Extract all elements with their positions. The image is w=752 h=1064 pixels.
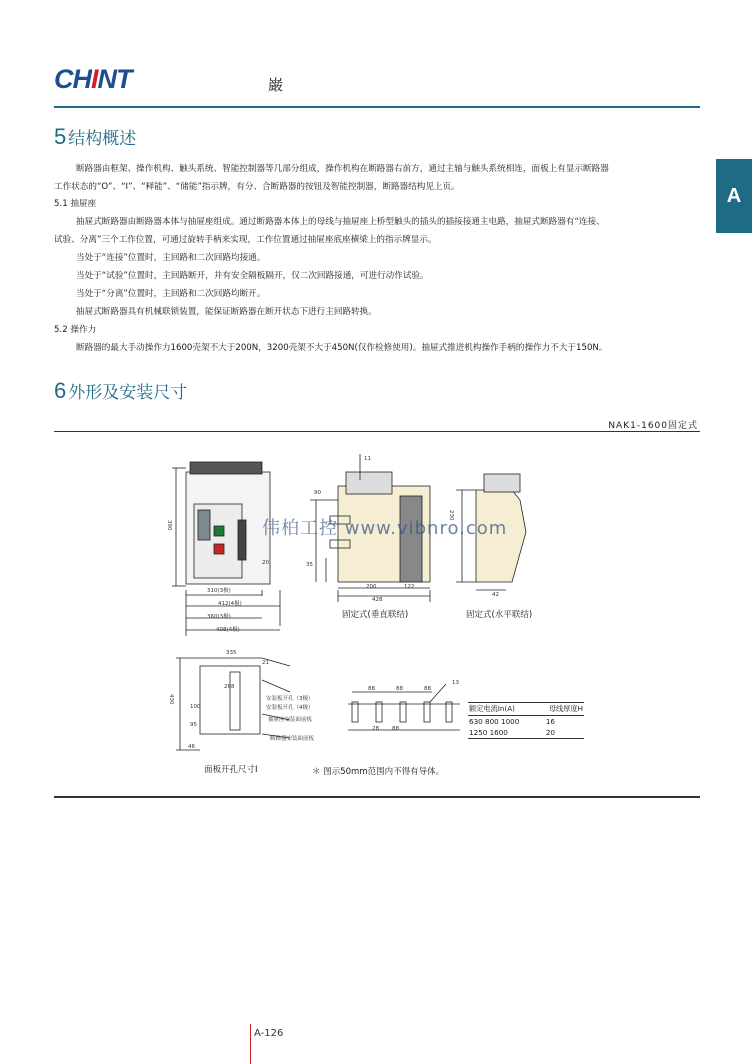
table-row <box>468 727 584 739</box>
panel-dim-label: 430 <box>168 694 174 705</box>
subsection-heading: 5.2 操作力 <box>54 325 97 335</box>
side-dim-label: 42 <box>492 592 499 598</box>
side-dim-label: 35 <box>306 562 313 568</box>
subsection-heading: 5.1 抽屉座 <box>54 199 97 209</box>
front-dim-label: 310(3极) <box>207 588 231 594</box>
table-header-row <box>468 702 584 716</box>
busbar-dim-label: 88 <box>392 726 399 732</box>
table-header-cell: 额定电流In(A) <box>469 704 515 713</box>
busbar-dim-label: 88 <box>368 686 375 692</box>
watermark: 伟柏工控 www.vibnro.com <box>262 518 508 539</box>
front-dim-label: 390 <box>166 520 172 531</box>
panel-dim-label: 46 <box>188 744 195 750</box>
side-dim-label: 90 <box>314 490 321 496</box>
section-5-title: 5 结构概述 <box>54 124 137 149</box>
side-dim-label: 200 <box>366 584 377 590</box>
busbar-layout-drawing <box>348 684 460 730</box>
page-number-rule <box>250 1024 251 1064</box>
table-row <box>468 716 584 727</box>
table-header-cell: 母线厚度H <box>548 704 583 713</box>
table-cell: 630 800 1000 <box>469 717 520 726</box>
front-dim-label: 412(4极) <box>218 601 242 607</box>
header-rule <box>54 106 700 108</box>
paragraph-line: 断路器由框架、操作机构、触头系统、智能控制器等几部分组成，操作机构在断路器右前方，通过主轴与触头系统相连，面板上有显示断路器 <box>76 164 609 174</box>
panel-dim-label: 268 <box>224 684 235 690</box>
paragraph-line: 断路器的最大手动操作力1600壳架不大于200N，3200壳架不大于450N(仅作检修使用)。抽屉式推进机构操作手柄的操作力不大于150N。 <box>76 343 608 353</box>
side-dim-label: 428 <box>372 597 383 603</box>
busbar-dim-label: 88 <box>396 686 403 692</box>
paragraph-line: 工作状态的“O”、“I”、“释能”、“储能”指示牌，有分、合断路器的按钮及智能控制器，断路器结构见上页。 <box>54 182 460 192</box>
panel-dim-label: 21 <box>262 660 269 666</box>
table-cell: 1250 1600 <box>469 728 508 737</box>
model-label: NAK1-1600固定式 <box>608 421 698 431</box>
paragraph-line: 当处于“分离”位置时，主回路和二次回路均断开。 <box>76 289 266 299</box>
panel-note: 安装板开孔（4极） <box>266 705 314 711</box>
table-cell: 16 <box>545 717 555 726</box>
busbar-dim-label: 13 <box>452 680 459 686</box>
table-cell: 20 <box>545 728 555 737</box>
panel-note: 安装板开孔（3极） <box>266 696 314 702</box>
front-dim-label: 20 <box>262 560 269 566</box>
paragraph-line: 当处于“连接”位置时，主回路和二次回路均接通。 <box>76 253 266 263</box>
section-tab-a[interactable]: A <box>716 159 752 233</box>
note-conductor: ＊ 图示50mm范围内不得有导体。 <box>312 767 445 777</box>
panel-dim-label: 95 <box>190 722 197 728</box>
busbar-dim-label: 88 <box>424 686 431 692</box>
section-6-title: 6 外形及安装尺寸 <box>54 378 188 403</box>
page-number: A-126 <box>254 1028 284 1039</box>
panel-dim-label: 335 <box>226 650 237 656</box>
caption-panel: 面板开孔尺寸I <box>204 765 258 775</box>
caption-horizontal: 固定式(水平联结) <box>466 610 533 620</box>
front-dim-label: 408(4极) <box>216 627 240 633</box>
side-dim-label: 230 <box>448 510 454 521</box>
side-dim-label: 11 <box>364 456 371 462</box>
front-dim-label: 360(3极) <box>207 614 231 620</box>
paragraph-line: 试验、分离”三个工作位置，可通过旋转手柄来实现，工作位置通过抽屉座底座横梁上的指示牌显示。 <box>54 235 437 245</box>
panel-dim-label: 100 <box>190 704 201 710</box>
panel-note: 抽屉座安装面前板 <box>268 717 313 723</box>
front-view-drawing <box>172 462 280 636</box>
panel-note: 断路器安装面前板 <box>270 736 315 742</box>
paragraph-line: 当处于“试验”位置时，主回路断开，并有安全隔板隔开，仅二次回路接通，可进行动作试验。 <box>76 271 429 281</box>
caption-vertical: 固定式(垂直联结) <box>342 610 409 620</box>
bottom-rule <box>54 796 700 798</box>
side-dim-label: 122 <box>404 584 415 590</box>
header-mark: 巌 <box>268 76 284 94</box>
chint-logo: CHINT <box>54 64 132 94</box>
paragraph-line: 抽屉式断路器由断路器本体与抽屉座组成。通过断路器本体上的母线与抽屉座上桥型触头的插头的插接接通主电路，抽屉式断路器有“连接、 <box>76 217 605 227</box>
model-rule <box>54 431 700 432</box>
paragraph-line: 抽屉式断路器具有机械联锁装置，能保证断路器在断开状态下进行主回路转换。 <box>76 307 377 317</box>
busbar-thickness-table <box>468 702 584 739</box>
busbar-dim-label: 28 <box>372 726 379 732</box>
